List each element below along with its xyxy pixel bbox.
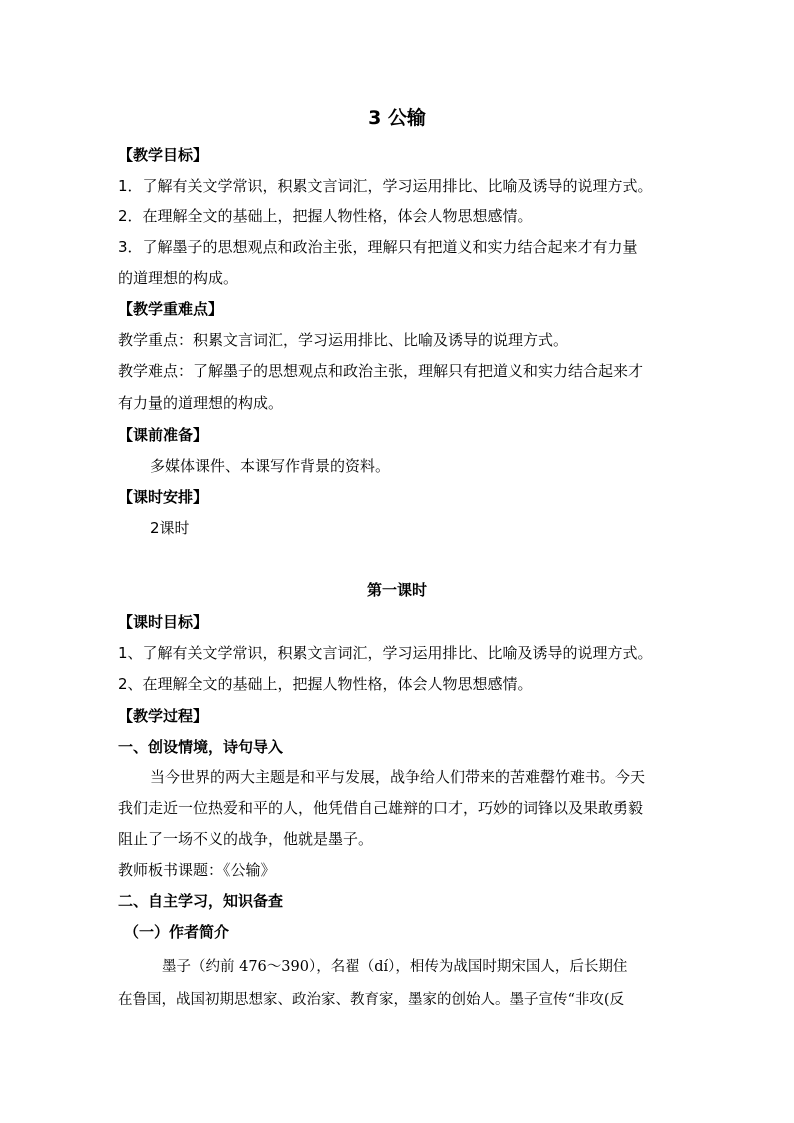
objective-line: 3．了解墨子的思想观点和政治主张，理解只有把道义和实力结合起来才有力量 xyxy=(118,238,638,256)
schedule-text: 2课时 xyxy=(150,519,190,537)
board-title-line: 教师板书课题：《公输》 xyxy=(118,861,276,879)
objective-line: 的道理想的构成。 xyxy=(118,269,239,287)
page-title: 3 公输 xyxy=(368,107,426,129)
author-paragraph-line: 在鲁国，战国初期思想家、政治家、教育家，墨家的创始人。墨子宣传“非攻(反 xyxy=(118,992,625,1008)
lesson-heading: 第一课时 xyxy=(366,581,427,599)
process-header: 【教学过程】 xyxy=(118,707,209,725)
step1-paragraph-line: 阻止了一场不义的战争，他就是墨子。 xyxy=(118,830,374,848)
step2-heading: 二、自主学习，知识备查 xyxy=(118,892,284,910)
goal-line: 2、在理解全文的基础上，把握人物性格，体会人物思想感情。 xyxy=(118,675,533,693)
key-point-line: 有力量的道理想的构成。 xyxy=(118,394,284,412)
prep-text: 多媒体课件、本课写作背景的资料。 xyxy=(150,457,391,475)
step1-paragraph-line: 我们走近一位热爱和平的人，他凭借自己雄辩的口才，巧妙的词锋以及果敢勇毅 xyxy=(118,799,644,817)
goal-line: 1、了解有关文学常识，积累文言词汇，学习运用排比、比喻及诱导的说理方式。 xyxy=(118,644,653,662)
objective-line: 1．了解有关文学常识，积累文言词汇，学习运用排比、比喻及诱导的说理方式。 xyxy=(118,177,653,195)
objective-line: 2．在理解全文的基础上，把握人物性格，体会人物思想感情。 xyxy=(118,207,533,225)
goals-header: 【课时目标】 xyxy=(118,613,209,631)
key-points-header: 【教学重难点】 xyxy=(118,300,224,318)
key-point-line: 教学重点：积累文言词汇，学习运用排比、比喻及诱导的说理方式。 xyxy=(118,331,569,349)
prep-header: 【课前准备】 xyxy=(118,426,209,444)
author-paragraph-line: 墨子（约前 476～390），名翟（dí），相传为战国时期宋国人，后长期住 xyxy=(162,959,628,975)
author-subheading: （一）作者简介 xyxy=(124,923,230,941)
step1-heading: 一、创设情境，诗句导入 xyxy=(118,738,284,756)
schedule-header: 【课时安排】 xyxy=(118,488,209,506)
step1-paragraph-line: 当今世界的两大主题是和平与发展，战争给人们带来的苦难罄竹难书。今天 xyxy=(150,768,646,786)
objectives-header: 【教学目标】 xyxy=(118,146,209,164)
key-point-line: 教学难点：了解墨子的思想观点和政治主张，理解只有把道义和实力结合起来才 xyxy=(118,362,644,380)
